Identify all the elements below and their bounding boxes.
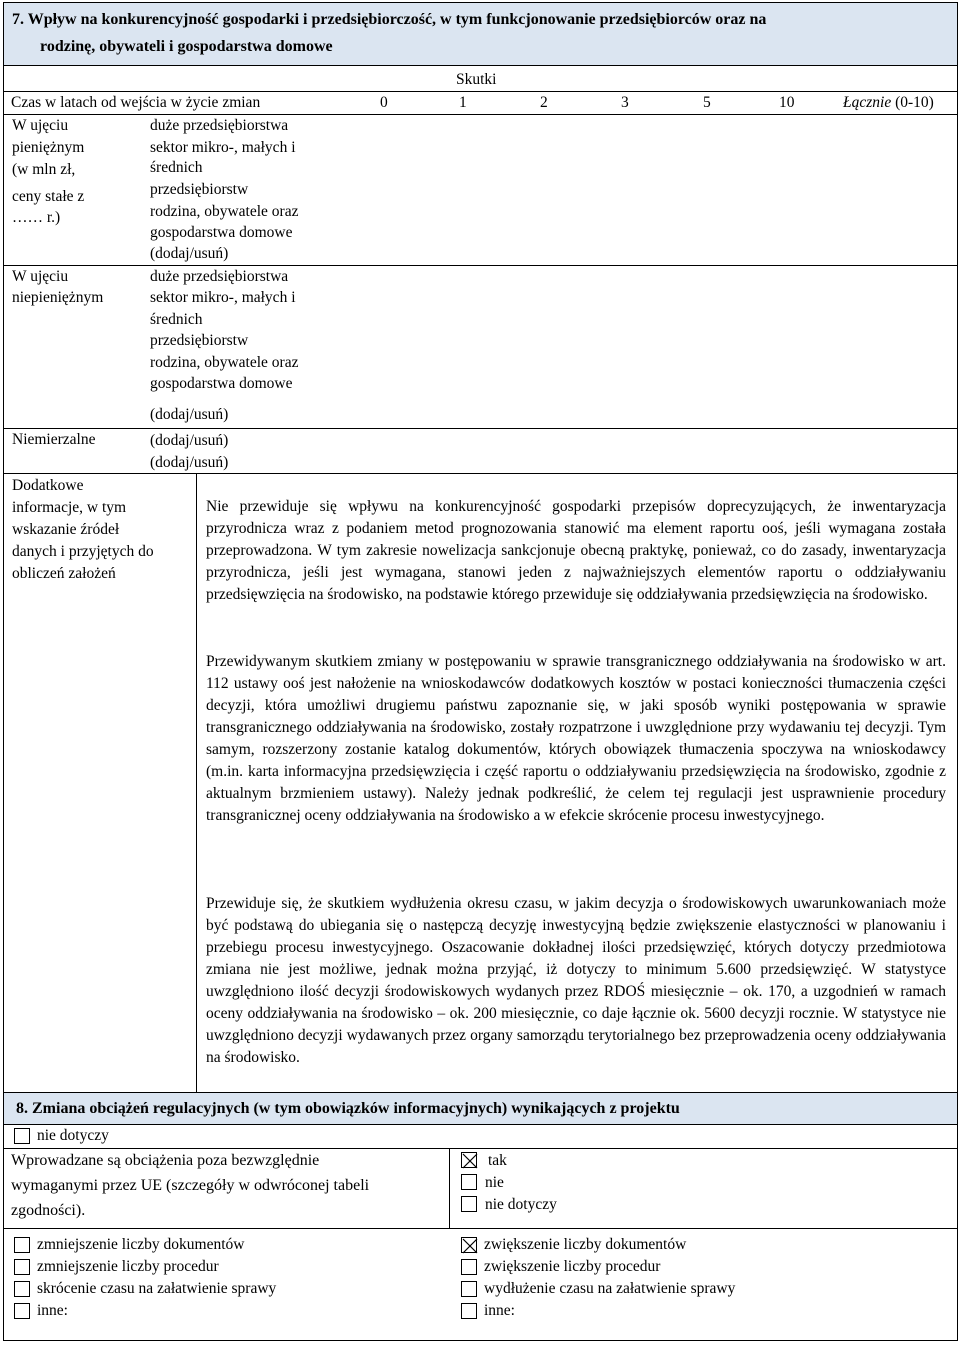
table-left-border bbox=[3, 2, 4, 1341]
nonmonetary-label-1: W ujęciu bbox=[12, 268, 69, 285]
answer-no-checkbox[interactable] bbox=[461, 1174, 477, 1190]
nonmonetary-row-sme-2: średnich bbox=[150, 311, 203, 328]
additional-label-1: Dodatkowe bbox=[12, 477, 84, 494]
monetary-row-large: duże przedsiębiorstwa bbox=[150, 117, 289, 134]
not-applicable-checkbox[interactable] bbox=[14, 1128, 30, 1144]
answer-no-label: nie bbox=[485, 1174, 504, 1191]
unmeasurable-bottom-border bbox=[3, 473, 958, 474]
question-line-1: Wprowadzane są obciążenia poza bezwzględnie bbox=[11, 1152, 320, 1169]
nonmonetary-row-sme-1: sektor mikro-, małych i bbox=[150, 289, 296, 306]
total-label: Łącznie bbox=[843, 94, 892, 111]
year-3: 3 bbox=[621, 94, 629, 111]
extend-time-checkbox[interactable] bbox=[461, 1281, 477, 1297]
left-other-checkbox[interactable] bbox=[14, 1303, 30, 1319]
nonmonetary-label-2: niepieniężnym bbox=[12, 289, 104, 306]
year-2: 2 bbox=[540, 94, 548, 111]
total-column-header bbox=[843, 92, 934, 114]
section-8-title: 8. Zmiana obciążeń regulacyjnych (w tym obowiązków informacyjnych) wynikających z projektu bbox=[16, 1100, 680, 1117]
table-top-border bbox=[3, 2, 958, 3]
nonmonetary-bottom-border bbox=[3, 428, 958, 429]
right-other-checkbox[interactable] bbox=[461, 1303, 477, 1319]
years-row-bottom-border bbox=[3, 114, 958, 115]
monetary-row-sme-3: przedsiębiorstw bbox=[150, 181, 249, 198]
section-7-title-line-1: 7. Wpływ na konkurencyjność gospodarki i przedsiębiorczość, w tym funkcjonowanie przedsiębiorców oraz na bbox=[12, 11, 767, 28]
monetary-label-1: W ujęciu bbox=[12, 117, 69, 134]
skutki-label: Skutki bbox=[456, 71, 497, 88]
additional-paragraph-2: Przewidywanym skutkiem zmiany w postępowaniu w sprawie transgranicznego oddziaływania na środowisko w art. 112 ustawy ooś jest nałożenie na wnioskodawców dodatkowych kosztów w postaci konieczności tłumaczenia części decyzji, która umożliwi drugiemu państwu zapoznanie się, w jaki sposób wyniki postępowania w sprawie transgranicznego oddziaływania na środowisko, zostały rozpatrzone i uwzględnione przy wydawaniu tej decyzji. Tym samym, rozszerzony zostanie katalog dokumentów, których obowiązek tłumaczenia spoczywa na wnioskodawcy (m.in. karta informacyjna przedsięwzięcia i część raportu o oddziaływaniu przedsięwzięcia na środowisko, zgodnie z aktualnym brzmieniem ustawy). Należy jednak podkreślić, że celem tej regulacji jest usprawnienie procedury transgranicznej oceny oddziaływania na środowisko a w efekcie skrócenie procesu inwestycyjnego. bbox=[206, 653, 946, 824]
monetary-row-sme-2: średnich bbox=[150, 159, 203, 176]
increase-procedures-checkbox[interactable] bbox=[461, 1259, 477, 1275]
answer-yes-checkbox[interactable] bbox=[461, 1152, 477, 1168]
answer-na-checkbox[interactable] bbox=[461, 1196, 477, 1212]
not-applicable-label: nie dotyczy bbox=[37, 1127, 109, 1144]
header-bottom-border bbox=[3, 65, 958, 66]
shorten-time-label: skrócenie czasu na załatwienie sprawy bbox=[37, 1280, 277, 1297]
reduce-documents-checkbox[interactable] bbox=[14, 1237, 30, 1253]
answer-yes-label: tak bbox=[488, 1152, 507, 1169]
additional-paragraph-1: Nie przewiduje się wpływu na konkurencyjność gospodarki przepisów doprecyzujących, że inwentaryzacja przyrodnicza wraz z podaniem metod prognozowania stanowić ma element raportu ooś, jeśli wymagana została przeprowadzona. W tym zakresie nowelizacja sankcjonuje obecną praktykę, ponieważ, co do zasady, inwentaryzacja przyrodnicza, jeśli jest wymagana, stanowi jeden z najważniejszych elementów raportu o oddziaływaniu przedsięwzięcia na środowisko, na podstawie którego przewiduje się oddziaływania przedsięwzięcia na środowisko. bbox=[206, 498, 946, 603]
year-10: 10 bbox=[779, 94, 795, 111]
checked-x-icon bbox=[462, 1153, 478, 1169]
monetary-bottom-border bbox=[3, 265, 958, 266]
additional-paragraph-3: Przewiduje się, że skutkiem wydłużenia okresu czasu, w jakim decyzja o środowiskowych uwarunkowaniach może być podstawą do ubiegania się o następczą decyzję inwestycyjną będzie zwiększenie elastyczności w planowaniu i przebiegu procesu inwestycyjnego. Oszacowanie dokładnej ilości przedsięwzięć, których dotyczy przedmiotowa zmiana nie jest możliwe, jednak można przyjąć, iż dotyczy to minimum 5.600 przedsięwzięć. W statystyce uwzględniono ilość decyzji środowiskowych wydanych przez RDOŚ miesięcznie – ok. 170, a uzgodnień w ramach oceny oddziaływania na środowisko – ok. 200 miesięcznie, co daje łącznie ok. 5600 decyzji rocznie. W statystyce nie uwzględniono decyzji wydawanych przez organy samorządu terytorialnego bez przeprowadzenia oceny oddziaływania na środowisko. bbox=[206, 895, 946, 1066]
additional-label-3: wskazanie źródeł bbox=[12, 521, 120, 538]
reduce-procedures-label: zmniejszenie liczby procedur bbox=[37, 1258, 219, 1275]
nonmonetary-row-large: duże przedsiębiorstwa bbox=[150, 268, 289, 285]
right-other-label: inne: bbox=[484, 1302, 515, 1319]
reduce-procedures-checkbox[interactable] bbox=[14, 1259, 30, 1275]
additional-label-2: informacje, w tym bbox=[12, 499, 127, 516]
total-range: (0-10) bbox=[891, 94, 934, 111]
increase-documents-checkbox[interactable] bbox=[461, 1237, 477, 1253]
monetary-row-family-1: rodzina, obywatele oraz bbox=[150, 203, 299, 220]
question-line-2: wymaganymi przez UE (szczegóły w odwróconej tabeli bbox=[11, 1177, 370, 1194]
monetary-row-add-remove[interactable]: (dodaj/usuń) bbox=[150, 245, 229, 262]
increase-documents-label: zwiększenie liczby dokumentów bbox=[484, 1236, 687, 1253]
additional-label-5: obliczeń założeń bbox=[12, 565, 116, 582]
additional-info-divider bbox=[196, 473, 197, 1092]
monetary-label-4: ceny stałe z bbox=[12, 188, 85, 205]
section-8-na-bottom bbox=[3, 1148, 958, 1149]
checked-x-icon bbox=[462, 1238, 478, 1254]
nonmonetary-row-add-remove[interactable]: (dodaj/usuń) bbox=[150, 406, 229, 423]
nonmonetary-row-family-1: rodzina, obywatele oraz bbox=[150, 354, 299, 371]
monetary-row-family-2: gospodarstwa domowe bbox=[150, 224, 293, 241]
section-8-header-bottom bbox=[3, 1124, 958, 1125]
section-8-question-bottom bbox=[3, 1228, 958, 1229]
monetary-label-2: pieniężnym bbox=[12, 139, 85, 156]
table-bottom-border bbox=[3, 1340, 958, 1341]
answer-na-label: nie dotyczy bbox=[485, 1196, 557, 1213]
unmeasurable-row-2[interactable]: (dodaj/usuń) bbox=[150, 454, 229, 471]
monetary-label-5: …… r.) bbox=[12, 209, 61, 226]
left-other-label: inne: bbox=[37, 1302, 68, 1319]
table-right-border bbox=[957, 2, 958, 1341]
section-7-title-line-2: rodzinę, obywateli i gospodarstwa domowe bbox=[40, 38, 333, 55]
unmeasurable-label: Niemierzalne bbox=[12, 431, 96, 448]
additional-label-4: danych i przyjętych do bbox=[12, 543, 154, 560]
monetary-row-sme-1: sektor mikro-, małych i bbox=[150, 139, 296, 156]
shorten-time-checkbox[interactable] bbox=[14, 1281, 30, 1297]
reduce-documents-label: zmniejszenie liczby dokumentów bbox=[37, 1236, 245, 1253]
year-5: 5 bbox=[703, 94, 711, 111]
year-1: 1 bbox=[459, 94, 467, 111]
nonmonetary-row-sme-3: przedsiębiorstw bbox=[150, 332, 249, 349]
monetary-label-3: (w mln zł, bbox=[12, 161, 76, 178]
nonmonetary-row-family-2: gospodarstwa domowe bbox=[150, 375, 293, 392]
years-row-label: Czas w latach od wejścia w życie zmian bbox=[11, 94, 261, 111]
section-8-question-divider bbox=[449, 1148, 450, 1228]
unmeasurable-row-1[interactable]: (dodaj/usuń) bbox=[150, 432, 229, 449]
year-0: 0 bbox=[380, 94, 388, 111]
question-line-3: zgodności). bbox=[11, 1202, 86, 1219]
increase-procedures-label: zwiększenie liczby procedur bbox=[484, 1258, 661, 1275]
extend-time-label: wydłużenie czasu na załatwienie sprawy bbox=[484, 1280, 736, 1297]
